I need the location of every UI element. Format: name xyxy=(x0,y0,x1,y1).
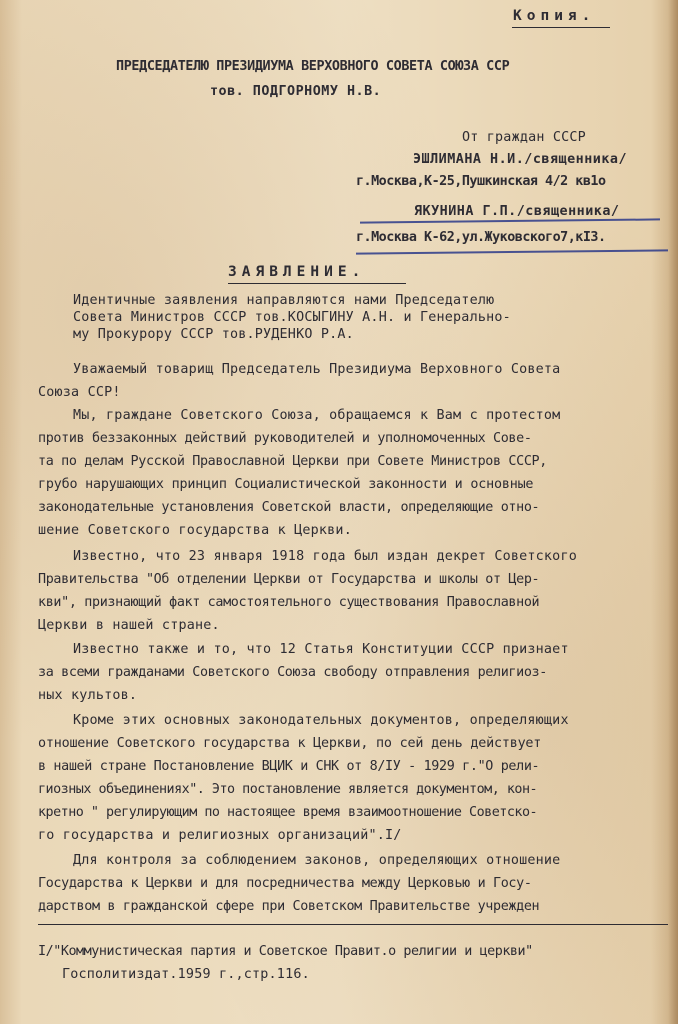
copy-mark: Копия. xyxy=(513,8,596,24)
text-line-14: кви", признающий факт самостоятельного существования Православной xyxy=(38,595,540,610)
text-line-15: Церкви в нашей стране. xyxy=(38,618,220,633)
title-underline xyxy=(228,283,406,284)
text-line-25: Для контроля за соблюдением законов, определяющих отношение xyxy=(73,853,561,868)
text-line-10: законодательные установления Советской власти, определяющие отно- xyxy=(38,500,540,515)
text-line-4: Уважаемый товарищ Председатель Президиума Верховного Совета xyxy=(73,362,561,377)
text-line-16: Известно также и то, что 12 Статья Конституции СССР признает xyxy=(73,642,569,657)
text-line-19: Кроме этих основных законодательных документов, определяющих xyxy=(73,713,569,728)
text-line-2: Совета Министров СССР тов.КОСЫГИНУ А.Н. и Генерально- xyxy=(73,310,511,325)
text-line-13: Правительства "Об отделении Церкви от Государства и школы от Цер- xyxy=(38,572,540,587)
sender-line-1: От граждан СССР xyxy=(462,130,586,145)
text-line-3: му Прокурору СССР тов.РУДЕНКО Р.А. xyxy=(73,327,354,342)
sender-line-5: г.Москва К-62,ул.Жуковского7,кI3. xyxy=(356,230,606,245)
handwritten-underline-2 xyxy=(356,249,668,254)
page-edge-shadow xyxy=(668,0,678,1024)
text-line-6: Мы, граждане Советского Союза, обращаемся к Вам с протестом xyxy=(73,408,561,423)
text-line-18: ных культов. xyxy=(38,688,138,703)
document-title: ЗАЯВЛЕНИЕ. xyxy=(228,264,366,280)
addressee-line-2: тов. ПОДГОРНОМУ Н.В. xyxy=(210,84,382,99)
text-line-21: в нашей стране Постановление ВЦИК и СНК от 8/IУ - 1929 г."О рели- xyxy=(38,759,540,774)
text-line-26: Государства к Церкви и для посредничества между Церковью и Госу- xyxy=(38,876,532,891)
sender-line-2: ЭШЛИМАНА Н.И./священника/ xyxy=(413,152,628,167)
text-line-17: за всеми гражданами Советского Союза свободу отправления религиоз- xyxy=(38,665,547,680)
footnote-separator xyxy=(38,924,668,925)
footnote-line-1: I/"Коммунистическая партия и Советское Правит.о религии и церкви" xyxy=(38,944,533,959)
text-line-20: отношение Советского государства к Церкви, по сей день действует xyxy=(38,736,542,751)
copy-mark-underline xyxy=(512,27,610,28)
sender-line-4: ЯКУНИНА Г.П./священника/ xyxy=(414,204,620,219)
text-line-5: Союза ССР! xyxy=(38,385,121,400)
handwritten-underline-1 xyxy=(360,218,660,223)
text-line-1: Идентичные заявления направляются нами Председателю xyxy=(73,293,495,308)
footnote-line-2: Госполитиздат.1959 г.,стр.116. xyxy=(62,967,310,982)
text-line-9: грубо нарушающих принцип Социалистической законности и основные xyxy=(38,477,534,492)
text-line-22: гиозных объединениях". Это постановление является документом, кон- xyxy=(38,782,538,797)
text-line-8: та по делам Русской Православной Церкви при Совете Министров СССР, xyxy=(38,454,547,469)
text-line-11: шение Советского государства к Церкви. xyxy=(38,523,352,538)
text-line-24: го государства и религиозных организаций".I/ xyxy=(38,828,402,843)
sender-line-3: г.Москва,К-25,Пушкинская 4/2 кв1о xyxy=(356,174,606,189)
text-line-27: дарством в гражданской сфере при Советском Правительстве учрежден xyxy=(38,899,540,914)
text-line-23: кретно " регулирующим по настоящее время взаимоотношение Советско- xyxy=(38,805,538,820)
text-line-7: против беззаконных действий руководителей и уполномоченных Сове- xyxy=(38,431,532,446)
addressee-line-1: ПРЕДСЕДАТЕЛЮ ПРЕЗИДИУМА ВЕРХОВНОГО СОВЕТА СОЮЗА ССР xyxy=(116,59,510,74)
text-line-12: Известно, что 23 января 1918 года был издан декрет Советского xyxy=(73,549,577,564)
